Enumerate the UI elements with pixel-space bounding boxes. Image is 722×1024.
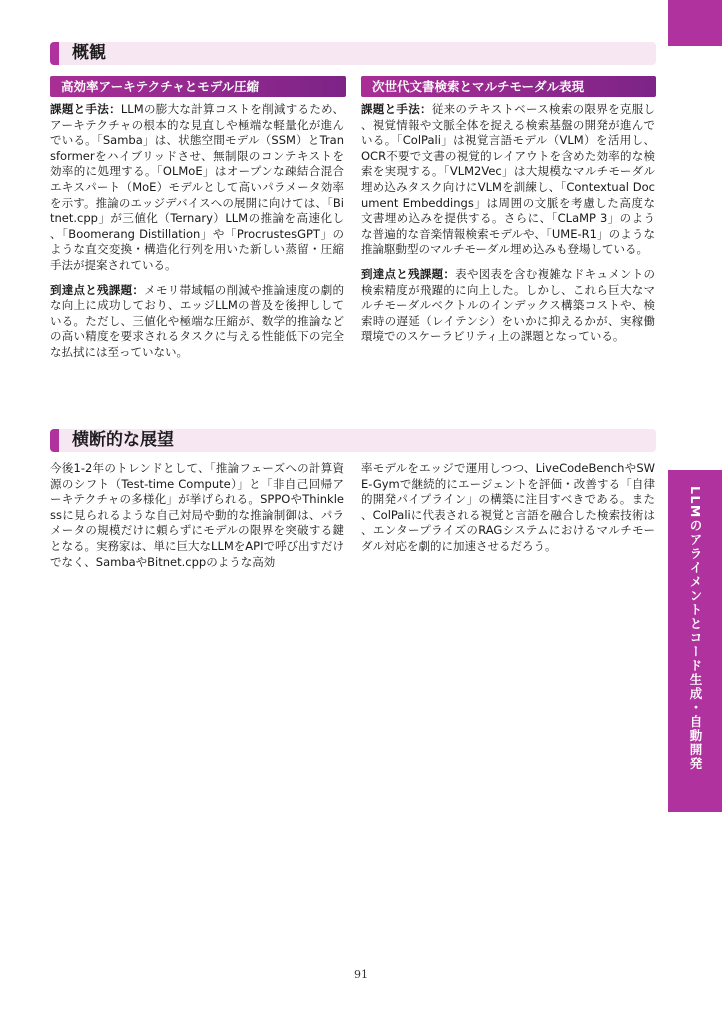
top-color-tab	[668, 0, 722, 46]
label-methods: 課題と手法：	[361, 102, 432, 116]
section-marker	[50, 429, 59, 452]
paragraph-methods	[50, 102, 344, 274]
section-title-overview: 概観	[72, 43, 106, 63]
outlook-right-column	[361, 461, 655, 564]
text-methods: LLMの膨大な計算コストを削減するため、アーキテクチャの根本的な見直しや極端な軽量化が進んでいる。「Samba」は、状態空間モデル（SSM）とTransformerをハイブリッドさせ、無制限のコンテキストを効率的に処理する。「OLMoE」はオープンな疎結合混合エキスパート（MoE）モデルとして高いパラメータ効率を示す。推論のエッジデバイスへの展開に向けては、「Bitnet.cpp」が三値化（Ternary）LLMの推論を高速化し、「Boomerang Distillation」や「ProcrustesGPT」のような直交変換・構造化行列を用いた新しい蒸留・圧縮手法が提案されている。	[50, 102, 345, 272]
page-number: 91	[354, 968, 368, 981]
label-methods: 課題と手法：	[50, 102, 121, 116]
side-chapter-tab	[668, 470, 722, 812]
subheader-efficient-architecture: 高効率アーキテクチャとモデル圧縮	[50, 76, 346, 97]
text-results: 表や図表を含む複雑なドキュメントの検索精度が飛躍的に向上した。しかし、これら巨大なマルチモーダルベクトルのインデックス構築コストや、検索時の遅延（レイテンシ）をいかに抑えるかが、実稼働環境でのスケーラビリティ上の課題となっている。	[361, 266, 656, 344]
section-title-outlook: 横断的な展望	[72, 430, 174, 450]
text-methods: 従来のテキストベース検索の限界を克服し、視覚情報や文脈全体を捉える検索基盤の開発が進んでいる。「ColPali」は視覚言語モデル（VLM）を活用し、OCR不要で文書の視覚的レイアウトを含めた効率的な検索を実現する。「VLM2Vec」は大規模なマルチモーダル埋め込みタスク向けにVLMを訓練し、「Contextual Document Embeddings」は周囲の文脈を考慮した高度な文書埋め込みを提供する。さらに、「CLaMP 3」のような普遍的な音楽情報検索モデルや、「UME-R1」のような推論駆動型のマルチモーダル埋め込みも登場している。	[361, 102, 655, 257]
paragraph-results	[50, 283, 344, 361]
outlook-right-text: 率モデルをエッジで運用しつつ、LiveCodeBenchやSWE-Gymで継続的にエージェントを評価・改善する「自律的開発パイプライン」の構築に注目すべきである。また、ColPaliに代表される視覚と言語を融合した検索技術は、エンタープライズのRAGシステムにおけるマルチモーダル対応を劇的に加速させるだろう。	[361, 461, 655, 553]
text-results: メモリ帯域幅の削減や推論速度の劇的な向上に成功しており、エッジLLMの普及を後押ししている。ただし、三値化や極端な圧縮が、数学的推論などの高い精度を要求されるタスクに与える性能低下の完全な払拭には至っていない。	[50, 282, 345, 359]
paragraph-results	[361, 267, 655, 345]
label-results: 到達点と残課題：	[361, 266, 456, 281]
paragraph-methods	[361, 102, 655, 258]
section-marker	[50, 42, 59, 65]
section-header-outlook	[50, 429, 656, 452]
label-results: 到達点と残課題：	[50, 282, 145, 297]
subheader-document-retrieval: 次世代文書検索とマルチモーダル表現	[361, 76, 656, 97]
overview-right-column	[361, 102, 655, 354]
section-header-overview	[50, 42, 656, 65]
side-tab-label: LLMのアライメントとコード生成・自動開発	[688, 486, 703, 771]
outlook-left-text: 今後1-2年のトレンドとして、「推論フェーズへの計算資源のシフト（Test-time Compute）」と「非自己回帰アーキテクチャの多様化」が挙げられる。SPPOやThinklessに見られるような自己対局や動的な推論制御は、パラメータの規模だけに頼らずにモデルの限界を突破する鍵となる。実務家は、単に巨大なLLMをAPIで呼び出すだけでなく、SambaやBitnet.cppのような高効	[50, 461, 344, 569]
outlook-left-column	[50, 461, 344, 579]
overview-left-column	[50, 102, 344, 370]
